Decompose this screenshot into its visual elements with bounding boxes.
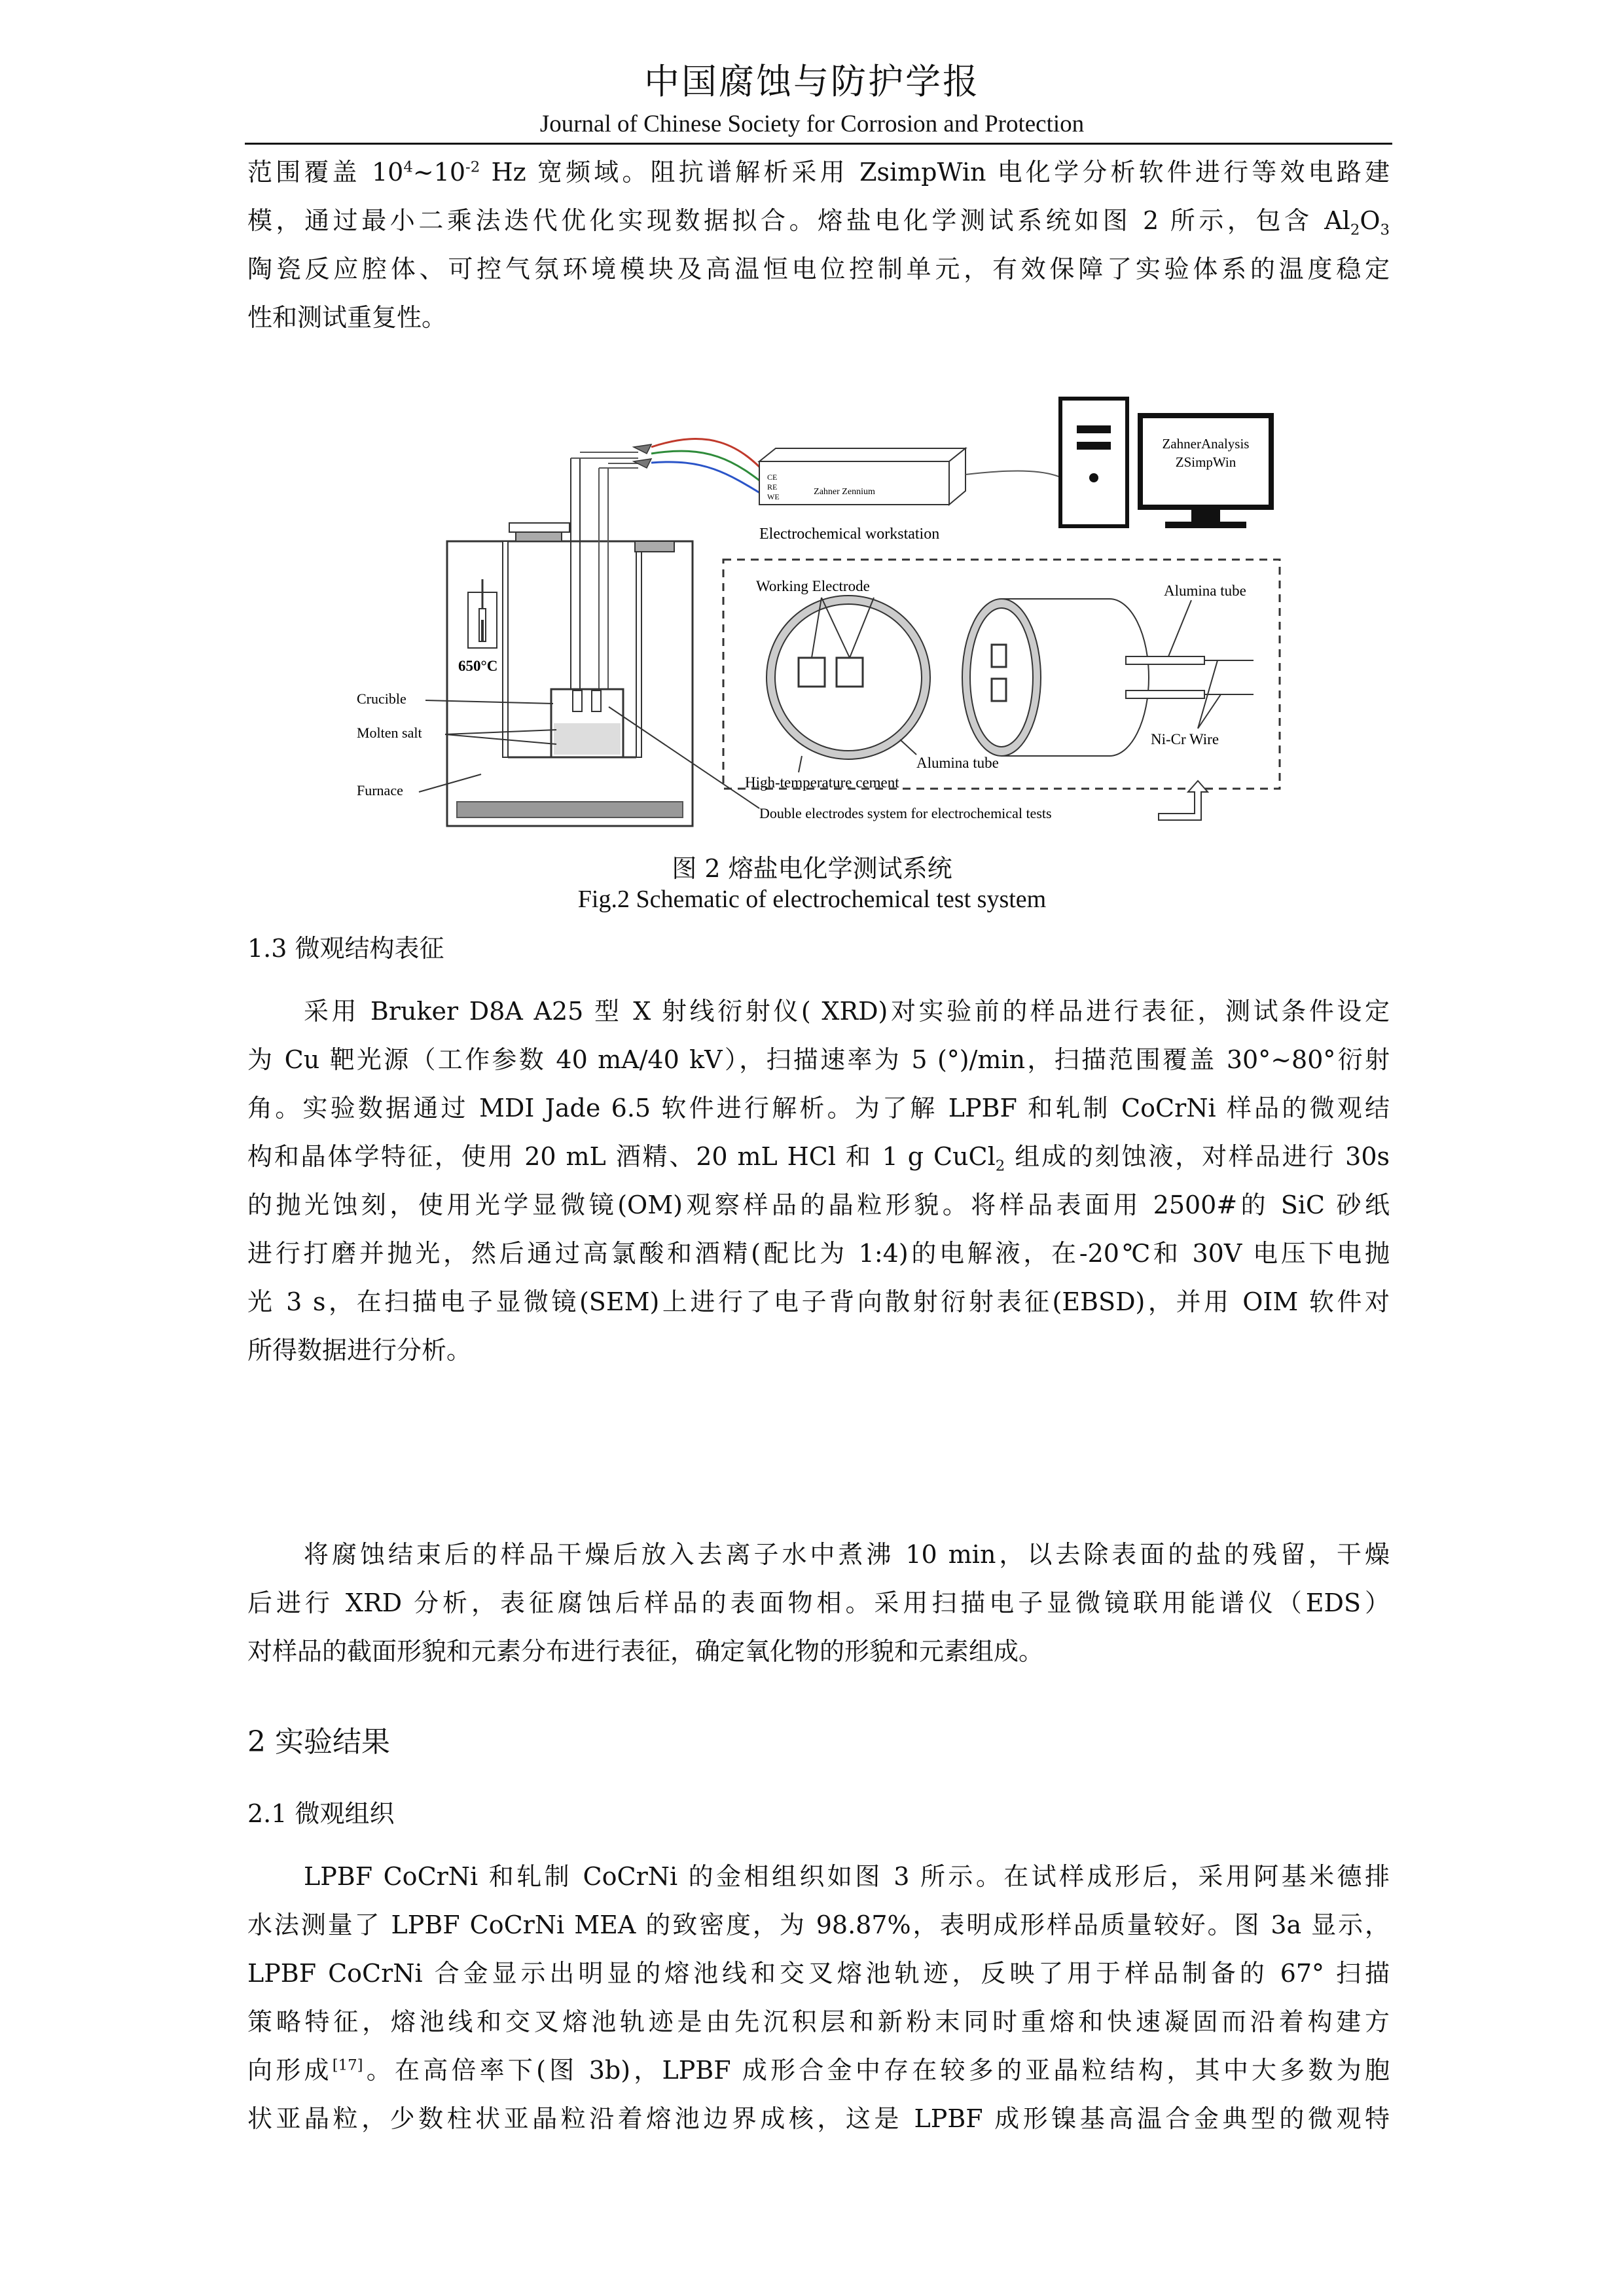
section-2-1-heading: 2.1 微观组织 — [247, 1799, 395, 1828]
s2-line-4: 策略特征，熔池线和交叉熔池轨迹是由先沉积层和新粉末同时重熔和快速凝固而沿着构建方 — [247, 2007, 1390, 2036]
figure-caption-en: Fig.2 Schematic of electrochemical test system — [577, 886, 1047, 913]
workstation-label: Electrochemical workstation — [759, 526, 940, 543]
section-1-3-paragraph-1 — [247, 987, 1390, 1374]
p1-line-6: 进行打磨并抛光，然后通过高氯酸和酒精(配比为 1:4)的电解液，在-20℃和 30V 电压下电抛 — [247, 1239, 1390, 1268]
intro-paragraph — [247, 148, 1390, 342]
p1-line-2: 为 Cu 靶光源（工作参数 40 mA/40 kV），扫描速率为 5 (°)/min，扫描范围覆盖 30°~80°衍射 — [247, 1045, 1390, 1074]
port-we: WE — [767, 492, 780, 501]
citation-17: [17] — [332, 2056, 363, 2074]
s2-line-2: 水法测量了 LPBF CoCrNi MEA 的致密度，为 98.87%，表明成形样品质量较好。图 3a 显示， — [247, 1910, 1390, 1939]
cement-label: High-temperature cement — [745, 774, 899, 791]
section-1-3-heading: 1.3 微观结构表征 — [247, 934, 444, 963]
p2-line-2: 后进行 XRD 分析，表征腐蚀后样品的表面物相。采用扫描电子显微镜联用能谱仪（EDS） — [247, 1588, 1390, 1617]
p1-line-1: 采用 Bruker D8A A25 型 X 射线衍射仪( XRD)对实验前的样品进行表征，测试条件设定 — [304, 997, 1390, 1026]
intro-line-2: 模，通过最小二乘法迭代优化实现数据拟合。熔盐电化学测试系统如图 2 所示，包含 $Al_2O_3$ — [247, 206, 1390, 239]
p1-line-3: 角。实验数据通过 MDI Jade 6.5 软件进行解析。为了解 LPBF 和轧制 CoCrNi 样品的微观结 — [247, 1094, 1390, 1122]
intro-line-4: 性和测试重复性。 — [247, 303, 447, 332]
cable-we — [651, 462, 772, 501]
s2-line-3: LPBF CoCrNi 合金显示出明显的熔池线和交叉熔池轨迹，反映了用于样品制备的 67° 扫描 — [247, 1959, 1390, 1988]
molten-salt-label: Molten salt — [357, 725, 422, 741]
crucible-label: Crucible — [357, 691, 406, 707]
working-electrode-label: Working Electrode — [756, 578, 870, 594]
figure-caption-cn: 图 2 熔盐电化学测试系统 — [672, 854, 952, 883]
software-line-1: ZahnerAnalysis — [1162, 436, 1250, 452]
alumina-tube-lower — [1126, 691, 1204, 698]
double-electrodes-label: Double electrodes system for electrochemical tests — [759, 805, 1052, 821]
workstation-box — [759, 461, 949, 505]
section-1-3-paragraph-2 — [247, 1530, 1390, 1676]
computer-tower-icon — [1060, 399, 1127, 526]
port-re: RE — [767, 482, 778, 492]
p2-line-1: 将腐蚀结束后的样品干燥后放入去离子水中煮沸 10 min，以去除表面的盐的残留，干燥 — [304, 1540, 1390, 1569]
s2-line-6: 状亚晶粒，少数柱状亚晶粒沿着熔池边界成核，这是 LPBF 成形镍基高温合金典型的微观特 — [247, 2104, 1390, 2133]
cable-ce — [651, 439, 772, 481]
s2-line-1: LPBF CoCrNi 和轧制 CoCrNi 的金相组织如图 3 所示。在试样成形后，采用阿基米德排 — [304, 1862, 1390, 1891]
molten-salt-fill — [554, 723, 621, 755]
furnace-body — [447, 541, 693, 826]
journal-title-cn: 中国腐蚀与防护学报 — [644, 61, 980, 102]
furnace-label: Furnace — [357, 782, 403, 798]
up-arrow-icon — [1159, 781, 1208, 820]
usb-cable — [965, 471, 1062, 478]
figure-2-schematic — [340, 383, 1296, 834]
alumina-tube-label-top: Alumina tube — [1164, 583, 1246, 599]
nicr-wire-label: Ni-Cr Wire — [1151, 731, 1219, 747]
alumina-tube-upper — [1126, 656, 1204, 664]
temperature-label: 650°C — [458, 658, 498, 674]
intro-line-3: 陶瓷反应腔体、可控气氛环境模块及高温恒电位控制单元，有效保障了实验体系的温度稳定 — [247, 255, 1390, 283]
p2-line-3: 对样品的截面形貌和元素分布进行表征，确定氧化物的形貌和元素组成。 — [247, 1637, 1044, 1666]
cable-re — [651, 451, 772, 491]
furnace-cap — [509, 523, 569, 532]
s2-line-5: 向形成[17]。在高倍率下(图 3b)，LPBF 成形合金中存在较多的亚晶粒结构，其中大多数为胞 — [247, 2056, 1390, 2085]
chamber-wall-left — [503, 541, 508, 757]
alumina-tube-label-bottom: Alumina tube — [916, 755, 999, 771]
alligator-clips — [634, 444, 651, 468]
journal-title-en: Journal of Chinese Society for Corrosion and Protection — [539, 111, 1085, 137]
workstation-brand: Zahner Zennium — [814, 487, 875, 497]
section-2-1-paragraph — [247, 1852, 1390, 2143]
p1-line-7: 光 3 s，在扫描电子显微镜(SEM)上进行了电子背向散射衍射表征(EBSD)，并用 OIM 软件对 — [247, 1287, 1390, 1316]
furnace-lid-right — [635, 541, 674, 552]
p1-line-4: 构和晶体学特征，使用 20 mL 酒精、20 mL HCl 和 1 g CuCl$_2$ 组成的刻蚀液，对样品进行 30s — [247, 1142, 1390, 1175]
port-ce: CE — [767, 473, 778, 482]
p1-line-5: 的抛光蚀刻，使用光学显微镜(OM)观察样品的晶粒形貌。将样品表面用 2500#的 SiC 砂纸 — [247, 1191, 1390, 1219]
heater-plate — [457, 802, 683, 817]
intro-line-1: 范围覆盖 $10^4\sim 10^{-2}$ Hz 宽频域。阻抗谱解析采用 ZsimpWin 电化学分析软件进行等效电路建 — [247, 158, 1390, 187]
software-line-2: ZSimpWin — [1175, 454, 1236, 470]
section-2-heading: 2 实验结果 — [247, 1725, 390, 1759]
p1-line-8: 所得数据进行分析。 — [247, 1336, 472, 1365]
header-rule — [245, 143, 1392, 145]
